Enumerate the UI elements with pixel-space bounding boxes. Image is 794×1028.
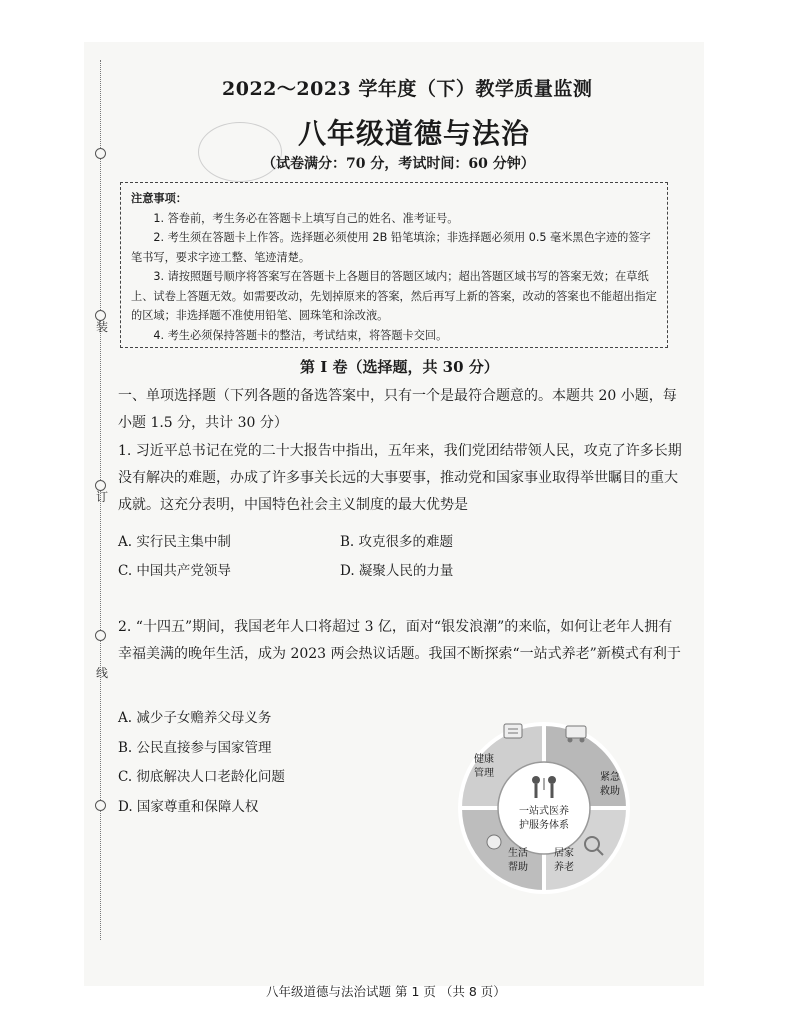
elderly-care-diagram xyxy=(438,710,650,906)
segment-label-emergency: 紧急 xyxy=(600,772,620,783)
notes-title: 注意事项： xyxy=(131,192,187,205)
svg-text:管理: 管理 xyxy=(474,768,494,779)
section-instruction xyxy=(118,383,684,437)
notes-item: 2. 考生须在答题卡上作答。选择题必须使用 2B 铅笔填涂；非选择题必须用 0.5 毫米黑色字迹的签字笔书写，要求字迹工整、笔迹清楚。 xyxy=(131,231,651,264)
notes-item: 3. 请按照题号顺序将答案写在答题卡上各题目的答题区域内；超出答题区域书写的答案无效；在草纸上、试卷上答题无效。如需要改动，先划掉原来的答案，然后再写上新的答案，改动的答案也不能超出指定的区域；非选择题不准使用铅笔、圆珠笔和涂改液。 xyxy=(131,270,657,322)
option-b[interactable]: B. 攻克很多的难题 xyxy=(340,534,454,550)
binding-margin xyxy=(92,60,110,940)
diagram-graphic xyxy=(438,710,650,906)
option-c[interactable]: C. 中国共产党领导 xyxy=(118,563,231,579)
option-b[interactable]: B. 公民直接参与国家管理 xyxy=(118,740,272,756)
binding-hole xyxy=(95,800,106,811)
exam-subtitle: （试卷满分：70 分，考试时间：60 分钟） xyxy=(262,156,535,172)
binding-hole xyxy=(95,630,106,641)
instruction-text: 一、单项选择题（下列各题的备选答案中，只有一个是最符合题意的。本题共 20 小题，每小题 1.5 分，共计 30 分） xyxy=(118,388,677,431)
helper-icon xyxy=(487,835,501,849)
page-footer: 八年级道德与法治试题 第 1 页 （共 8 页） xyxy=(266,984,506,999)
section-heading: 第 I 卷（选择题，共 30 分） xyxy=(300,358,499,376)
question-1 xyxy=(118,438,684,519)
svg-text:救助: 救助 xyxy=(600,786,620,797)
segment-label-home: 居家 xyxy=(554,848,574,859)
notes-item: 4. 考生必须保持答题卡的整洁，考试结束，将答题卡交回。 xyxy=(153,328,448,342)
exam-title: 2022～2023 学年度（下）教学质量监测 xyxy=(222,78,593,100)
notes-box xyxy=(120,182,668,348)
diagram-center-label: 一站式医养 xyxy=(519,806,569,817)
option-a[interactable]: A. 减少子女赡养父母义务 xyxy=(118,710,272,726)
question-2 xyxy=(118,614,684,668)
clipboard-icon xyxy=(504,724,522,738)
binding-char: 订 xyxy=(96,490,109,504)
binding-hole xyxy=(95,148,106,159)
binding-char: 装 xyxy=(96,320,109,334)
subject-title: 八年级道德与法治 xyxy=(298,117,531,150)
question-stem: 1. 习近平总书记在党的二十大报告中指出，五年来，我们党团结带领人民，攻克了许多长期没有解决的难题，办成了许多事关长远的大事要事，推动党和国家事业取得举世瞩目的重大成就。这充分表明，中国特色社会主义制度的最大优势是 xyxy=(118,443,682,513)
notes-item: 1. 答卷前，考生务必在答题卡上填写自己的姓名、准考证号。 xyxy=(153,211,459,225)
ambulance-icon xyxy=(566,726,586,738)
option-a[interactable]: A. 实行民主集中制 xyxy=(118,534,231,550)
faint-stamp-mark xyxy=(198,122,282,182)
svg-text:养老: 养老 xyxy=(554,862,574,873)
binding-char: 线 xyxy=(96,666,109,680)
svg-text:护服务体系: 护服务体系 xyxy=(519,820,569,831)
option-d[interactable]: D. 国家尊重和保障人权 xyxy=(118,799,259,815)
segment-label-health: 健康 xyxy=(474,754,494,765)
svg-text:帮助: 帮助 xyxy=(508,862,528,873)
option-d[interactable]: D. 凝聚人民的力量 xyxy=(340,563,454,579)
question-stem: 2. “十四五”期间，我国老年人口将超过 3 亿，面对“银发浪潮”的来临，如何让老年人拥有幸福美满的晚年生活，成为 2023 两会热议话题。我国不断探索“一站式养老”新模式有利于 xyxy=(118,619,681,662)
segment-label-life: 生活 xyxy=(508,848,528,859)
option-c[interactable]: C. 彻底解决人口老龄化问题 xyxy=(118,769,285,785)
